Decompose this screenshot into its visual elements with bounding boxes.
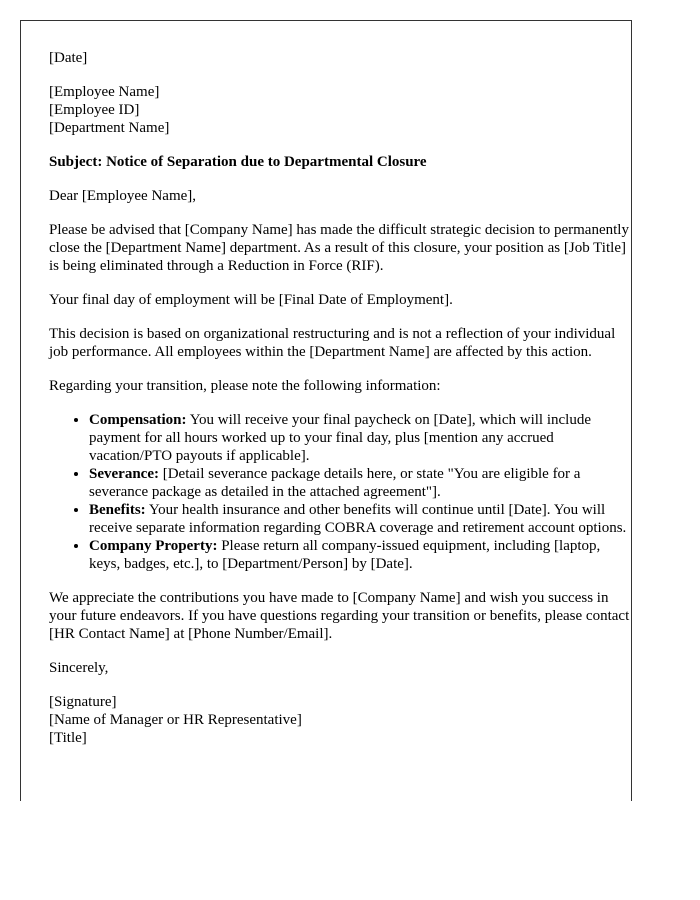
item-label: Benefits: xyxy=(89,502,146,518)
item-label: Severance: xyxy=(89,466,159,482)
letter-page xyxy=(20,20,632,801)
paragraph-final-day: Your final day of employment will be [Final Date of Employment]. xyxy=(49,292,453,308)
item-text: You will receive your final paycheck on [Date], which will include payment for all hours worked up to your final day, plus [mention any accrued vacation/PTO payouts if applicable]. xyxy=(89,412,591,464)
signer-title: [Title] xyxy=(49,730,87,746)
paragraph-closing: We appreciate the contributions you have made to [Company Name] and wish you success in your future endeavors. If you have questions regarding your transition or benefits, please contact [HR Contact Name] at [Phone Number/Email]. xyxy=(49,590,630,642)
list-item-severance xyxy=(89,465,632,501)
item-label: Compensation: xyxy=(89,412,187,428)
list-item-company-property xyxy=(89,537,632,573)
item-text: Please return all company-issued equipment, including [laptop, keys, badges, etc.], to [Department/Person] by [Date]. xyxy=(89,538,601,572)
signoff: Sincerely, xyxy=(49,660,109,676)
letter-date: [Date] xyxy=(49,50,88,66)
list-item-benefits xyxy=(89,501,632,537)
paragraph-announcement: Please be advised that [Company Name] has made the difficult strategic decision to permanently close the [Department Name] department. As a result of this closure, your position as [Job Title] is being eliminated through a Reduction in Force (RIF). xyxy=(49,222,629,274)
recipient-name: [Employee Name] xyxy=(49,84,160,100)
paragraph-transition-intro: Regarding your transition, please note the following information: xyxy=(49,378,441,394)
signature: [Signature] xyxy=(49,694,117,710)
signer-name: [Name of Manager or HR Representative] xyxy=(49,712,302,728)
recipient-department: [Department Name] xyxy=(49,120,170,136)
salutation: Dear [Employee Name], xyxy=(49,188,197,204)
recipient-id: [Employee ID] xyxy=(49,102,140,118)
letter-body xyxy=(49,21,632,747)
letter-subject: Subject: Notice of Separation due to Departmental Closure xyxy=(49,154,427,170)
item-text: Your health insurance and other benefits will continue until [Date]. You will receive separate information regarding COBRA coverage and retirement account options. xyxy=(89,502,627,536)
transition-list xyxy=(49,411,632,573)
recipient-block xyxy=(49,83,632,137)
list-item-compensation xyxy=(89,411,632,465)
paragraph-reason: This decision is based on organizational restructuring and is not a reflection of your individual job performance. All employees within the [Department Name] are affected by this action. xyxy=(49,326,616,360)
item-label: Company Property: xyxy=(89,538,218,554)
signature-block xyxy=(49,693,632,747)
item-text: [Detail severance package details here, or state "You are eligible for a severance package as detailed in the attached agreement"]. xyxy=(89,466,581,500)
